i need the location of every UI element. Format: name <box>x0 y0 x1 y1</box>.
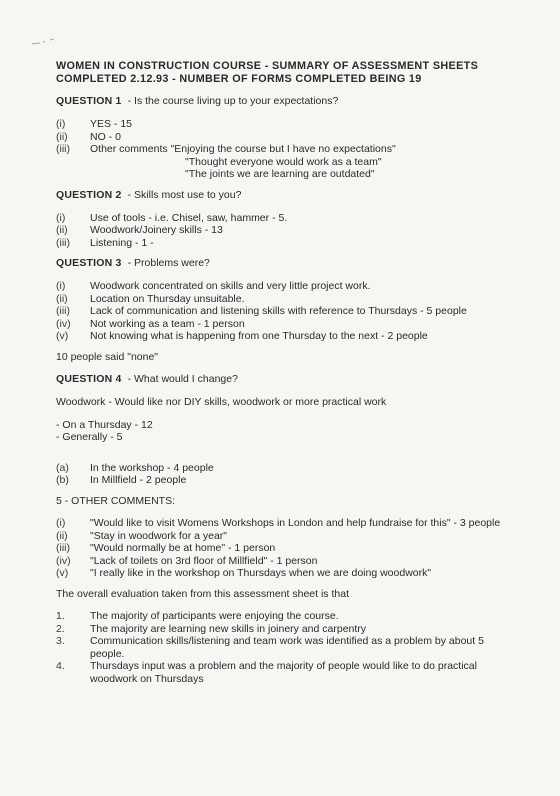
list-item: 2. The majority are learning new skills in joinery and carpentry <box>56 622 367 635</box>
evaluation-list <box>56 610 508 685</box>
list-item: (iii) "Would normally be at home" - 1 person <box>56 542 276 554</box>
list-item: (b) In Millfield - 2 people <box>56 474 187 486</box>
list-item: (iii) Other comments "Enjoying the course but I have no expectations" <box>56 143 396 155</box>
list-item: 1. The majority of participants were enjoying the course. <box>56 610 339 622</box>
question-4-intro: Woodwork - Would like nor DIY skills, woodwork or more practical work <box>56 396 387 408</box>
other-comments-list <box>56 517 508 580</box>
other-comments-heading: 5 - OTHER COMMENTS: <box>56 494 176 507</box>
document-title: WOMEN IN CONSTRUCTION COURSE - SUMMARY OF ASSESSMENT SHEETS COMPLETED 2.12.93 - NUMBER OF FORMS COMPLETED BEING 19 <box>56 60 479 85</box>
list-item: (i) YES - 15 <box>56 118 133 130</box>
list-item: (ii) Woodwork/Joinery skills - 13 <box>56 224 223 236</box>
list-item: (iv) Not working as a team - 1 person <box>56 317 245 330</box>
question-1-text: - Is the course living up to your expectations? <box>127 95 339 107</box>
list-item: 4. Thursdays input was a problem and the majority of people would like to do practical woodwork on Thursdays <box>56 660 477 685</box>
list-item: (ii) "Stay in woodwork for a year" <box>56 529 228 542</box>
question-3-answers <box>56 280 508 343</box>
question-3-footer: 10 people said "none" <box>56 350 159 363</box>
list-item: (a) In the workshop - 4 people <box>56 461 214 474</box>
document-body <box>56 60 508 693</box>
question-4-label: QUESTION 4 <box>56 373 122 385</box>
list-item: (i) "Would like to visit Womens Workshops in London and help fundraise for this" - 3 people <box>56 517 501 529</box>
text-line: - On a Thursday - 12 <box>56 418 153 431</box>
list-item-continuation: "Thought everyone would work as a team" <box>185 155 382 168</box>
question-4-heading <box>56 373 508 386</box>
list-item: (iii) Listening - 1 - <box>56 236 154 249</box>
question-1-heading <box>56 95 508 108</box>
list-item: (iii) Lack of communication and listening skills with reference to Thursdays - 5 people <box>56 305 467 317</box>
list-item: (i) Woodwork concentrated on skills and very little project work. <box>56 280 371 292</box>
list-item: (ii) Location on Thursday unsuitable. <box>56 292 245 305</box>
text-line: - Generally - 5 <box>56 431 123 443</box>
question-4-lines <box>56 419 508 444</box>
question-2-text: - Skills most use to you? <box>127 188 242 201</box>
list-item: (iv) "Lack of toilets on 3rd floor of Millfield" - 1 person <box>56 554 318 567</box>
question-4-answers <box>56 462 508 487</box>
question-1-answers <box>56 118 508 181</box>
list-item: (v) Not knowing what is happening from one Thursday to the next - 2 people <box>56 330 428 342</box>
list-item: 3. Communication skills/listening and team work was identified as a problem by about 5 people. <box>56 635 484 660</box>
list-item: (ii) NO - 0 <box>56 130 121 143</box>
question-1-label: QUESTION 1 <box>56 95 122 107</box>
question-3-text: - Problems were? <box>127 257 210 269</box>
list-item: (v) "I really like in the workshop on Thursdays when we are doing woodwork" <box>56 567 432 579</box>
evaluation-intro: The overall evaluation taken from this assessment sheet is that <box>56 587 349 600</box>
pen-mark <box>30 38 56 46</box>
question-3-label: QUESTION 3 <box>56 257 122 269</box>
question-2-label: QUESTION 2 <box>56 188 122 201</box>
question-2-answers <box>56 212 508 250</box>
list-item: (i) Use of tools - i.e. Chisel, saw, hammer - 5. <box>56 211 288 224</box>
list-item-continuation: "The joints we are learning are outdated" <box>185 168 375 180</box>
question-2-heading <box>56 189 508 202</box>
question-3-heading <box>56 257 508 270</box>
question-4-text: - What would I change? <box>127 373 238 385</box>
